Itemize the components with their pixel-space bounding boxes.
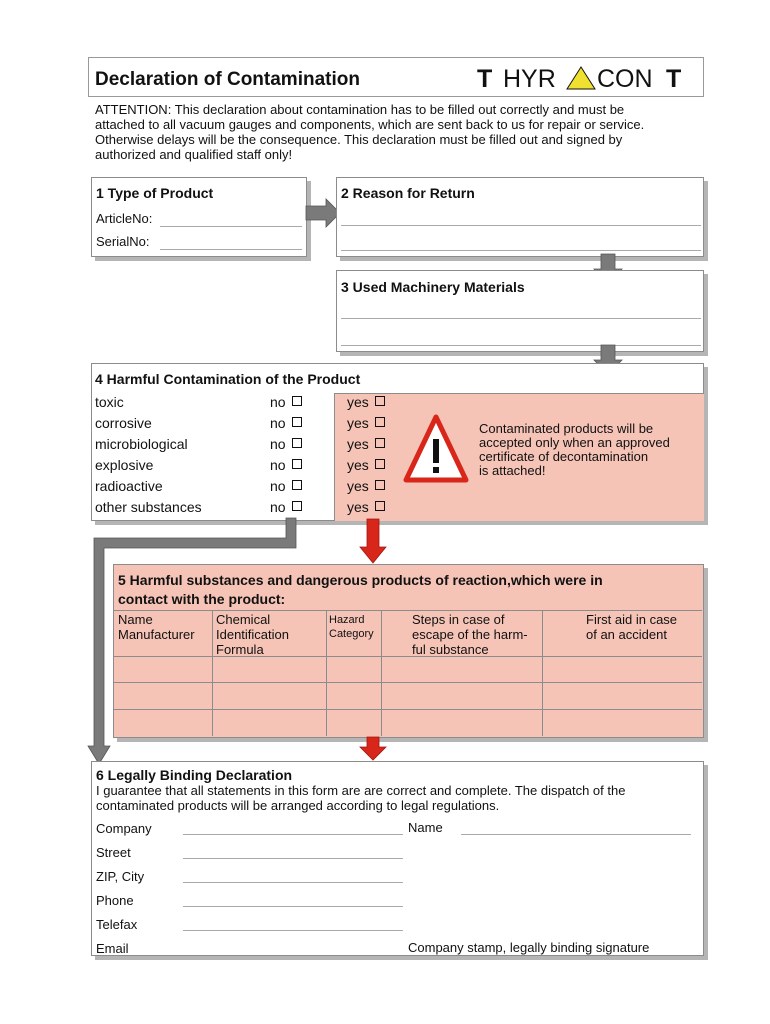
no-checkbox[interactable] bbox=[292, 417, 302, 427]
company-label: Company bbox=[96, 821, 152, 836]
yes-option[interactable] bbox=[347, 434, 385, 455]
stamp-label: Company stamp, legally binding signature bbox=[408, 940, 650, 955]
col-header-chemical-l3: Formula bbox=[216, 642, 264, 657]
col-header-steps bbox=[412, 612, 528, 657]
telefax-label: Telefax bbox=[96, 917, 138, 932]
section-6-title: 6 Legally Binding Declaration bbox=[96, 767, 293, 783]
svg-text:HYR: HYR bbox=[503, 65, 556, 93]
email-label: Email bbox=[96, 941, 129, 956]
section-2-title: 2 Reason for Return bbox=[341, 185, 475, 201]
section-1-title: 1 Type of Product bbox=[96, 185, 214, 201]
attention-line-4: authorized and qualified staff only! bbox=[95, 147, 293, 162]
warning-triangle-icon bbox=[404, 414, 468, 484]
decontamination-notice bbox=[479, 422, 670, 478]
col-header-hazard bbox=[329, 613, 374, 641]
contamination-row bbox=[95, 476, 395, 497]
telefax-field[interactable] bbox=[183, 930, 403, 931]
yes-checkbox[interactable] bbox=[375, 480, 385, 490]
attention-line-3: Otherwise delays will be the consequence. This declaration must be filled out and signed by bbox=[95, 132, 623, 147]
logo-graphic bbox=[477, 64, 699, 92]
contamination-label: toxic bbox=[95, 394, 124, 410]
no-checkbox[interactable] bbox=[292, 438, 302, 448]
arrow-down-red-icon bbox=[359, 519, 387, 565]
contamination-row bbox=[95, 497, 395, 518]
contamination-list bbox=[95, 392, 395, 518]
contamination-row bbox=[95, 434, 395, 455]
serial-label: SerialNo: bbox=[96, 234, 150, 249]
col-header-first-aid-l2: of an accident bbox=[586, 627, 667, 642]
svg-text:T: T bbox=[666, 65, 682, 93]
col-header-first-aid bbox=[586, 612, 677, 642]
yes-label: yes bbox=[347, 394, 369, 410]
no-checkbox[interactable] bbox=[292, 480, 302, 490]
materials-field-1[interactable] bbox=[341, 318, 701, 319]
materials-field-2[interactable] bbox=[341, 345, 701, 346]
col-header-name-l1: Name bbox=[118, 612, 153, 627]
no-checkbox[interactable] bbox=[292, 501, 302, 511]
col-header-chemical-l2: Identification bbox=[216, 627, 289, 642]
name-label: Name bbox=[408, 820, 443, 835]
section-5-title-line-1: 5 Harmful substances and dangerous products of reaction,which were in bbox=[118, 572, 603, 588]
yes-label: yes bbox=[347, 436, 369, 452]
contamination-label: other substances bbox=[95, 499, 202, 515]
street-label: Street bbox=[96, 845, 131, 860]
contamination-label: microbiological bbox=[95, 436, 188, 452]
no-option[interactable] bbox=[270, 497, 302, 518]
contamination-label: explosive bbox=[95, 457, 154, 473]
zip-field[interactable] bbox=[183, 882, 403, 883]
yes-label: yes bbox=[347, 415, 369, 431]
no-label: no bbox=[270, 394, 286, 410]
no-label: no bbox=[270, 436, 286, 452]
no-option[interactable] bbox=[270, 434, 302, 455]
no-option[interactable] bbox=[270, 392, 302, 413]
no-option[interactable] bbox=[270, 455, 302, 476]
contamination-label: radioactive bbox=[95, 478, 163, 494]
company-field[interactable] bbox=[183, 834, 403, 835]
attention-line-2: attached to all vacuum gauges and components, which are sent back to us for repair or service. bbox=[95, 117, 645, 132]
yes-option[interactable] bbox=[347, 497, 385, 518]
section-5-row-divider-3 bbox=[114, 709, 702, 710]
no-checkbox[interactable] bbox=[292, 459, 302, 469]
yes-label: yes bbox=[347, 499, 369, 515]
col-header-chemical-l1: Chemical bbox=[216, 612, 271, 627]
name-field[interactable] bbox=[461, 834, 691, 835]
thyracont-logo bbox=[477, 64, 699, 92]
section-5-title-line-2: contact with the product: bbox=[118, 591, 286, 607]
notice-line-3: certificate of decontamination bbox=[479, 449, 649, 464]
yes-option[interactable] bbox=[347, 413, 385, 434]
yes-checkbox[interactable] bbox=[375, 459, 385, 469]
contamination-label: corrosive bbox=[95, 415, 152, 431]
svg-text:CON: CON bbox=[597, 65, 653, 93]
section-5-title bbox=[118, 571, 603, 609]
serial-field[interactable] bbox=[160, 249, 302, 250]
yes-option[interactable] bbox=[347, 392, 385, 413]
yes-checkbox[interactable] bbox=[375, 396, 385, 406]
yes-label: yes bbox=[347, 478, 369, 494]
col-header-chemical bbox=[216, 612, 289, 657]
arrow-down-red-icon bbox=[359, 737, 387, 761]
col-header-steps-l2: escape of the harm- bbox=[412, 627, 528, 642]
col-header-name-l2: Manufacturer bbox=[118, 627, 195, 642]
section-4-title: 4 Harmful Contamination of the Product bbox=[95, 371, 361, 387]
contamination-row bbox=[95, 413, 395, 434]
col-divider-4 bbox=[542, 610, 543, 736]
yes-option[interactable] bbox=[347, 476, 385, 497]
section-5-row-divider-1 bbox=[114, 656, 702, 657]
no-option[interactable] bbox=[270, 413, 302, 434]
no-label: no bbox=[270, 499, 286, 515]
svg-text:T: T bbox=[477, 65, 493, 93]
col-header-name bbox=[118, 612, 195, 642]
col-header-steps-l3: ful substance bbox=[412, 642, 489, 657]
yes-option[interactable] bbox=[347, 455, 385, 476]
notice-line-4: is attached! bbox=[479, 463, 546, 478]
zip-label: ZIP, City bbox=[96, 869, 145, 884]
contamination-row bbox=[95, 455, 395, 476]
reason-field-2[interactable] bbox=[341, 250, 701, 251]
notice-line-2: accepted only when an approved bbox=[479, 435, 670, 450]
section-5-header-divider bbox=[114, 610, 702, 611]
col-divider-1 bbox=[212, 610, 213, 736]
col-header-steps-l1: Steps in case of bbox=[412, 612, 505, 627]
street-field[interactable] bbox=[183, 858, 403, 859]
section-6-text-line-1: I guarantee that all statements in this form are are correct and complete. The dispatch of the bbox=[96, 783, 626, 798]
yes-label: yes bbox=[347, 457, 369, 473]
col-header-hazard-l1: Hazard bbox=[329, 614, 365, 626]
no-option[interactable] bbox=[270, 476, 302, 497]
col-divider-2 bbox=[326, 610, 327, 736]
page-title: Declaration of Contamination bbox=[95, 69, 360, 90]
no-label: no bbox=[270, 478, 286, 494]
col-header-first-aid-l1: First aid in case bbox=[586, 612, 678, 627]
article-label: ArticleNo: bbox=[96, 211, 153, 226]
reason-field-1[interactable] bbox=[341, 225, 701, 226]
notice-line-1: Contaminated products will be bbox=[479, 421, 654, 436]
no-label: no bbox=[270, 457, 286, 473]
yes-checkbox[interactable] bbox=[375, 438, 385, 448]
phone-field[interactable] bbox=[183, 906, 403, 907]
col-header-hazard-l2: Category bbox=[329, 628, 374, 640]
no-label: no bbox=[270, 415, 286, 431]
col-divider-3 bbox=[381, 610, 382, 736]
yes-checkbox[interactable] bbox=[375, 417, 385, 427]
attention-text bbox=[95, 102, 644, 162]
no-checkbox[interactable] bbox=[292, 396, 302, 406]
section-5-row-divider-2 bbox=[114, 682, 702, 683]
article-field[interactable] bbox=[160, 226, 302, 227]
phone-label: Phone bbox=[96, 893, 134, 908]
attention-line-1: ATTENTION: This declaration about contamination has to be filled out correctly and must be bbox=[95, 102, 625, 117]
contamination-row bbox=[95, 392, 395, 413]
section-3-title: 3 Used Machinery Materials bbox=[341, 279, 525, 295]
yes-checkbox[interactable] bbox=[375, 501, 385, 511]
section-6-text-line-2: contaminated products will be arranged according to legal regulations. bbox=[96, 798, 500, 813]
section-6-text bbox=[96, 783, 625, 813]
